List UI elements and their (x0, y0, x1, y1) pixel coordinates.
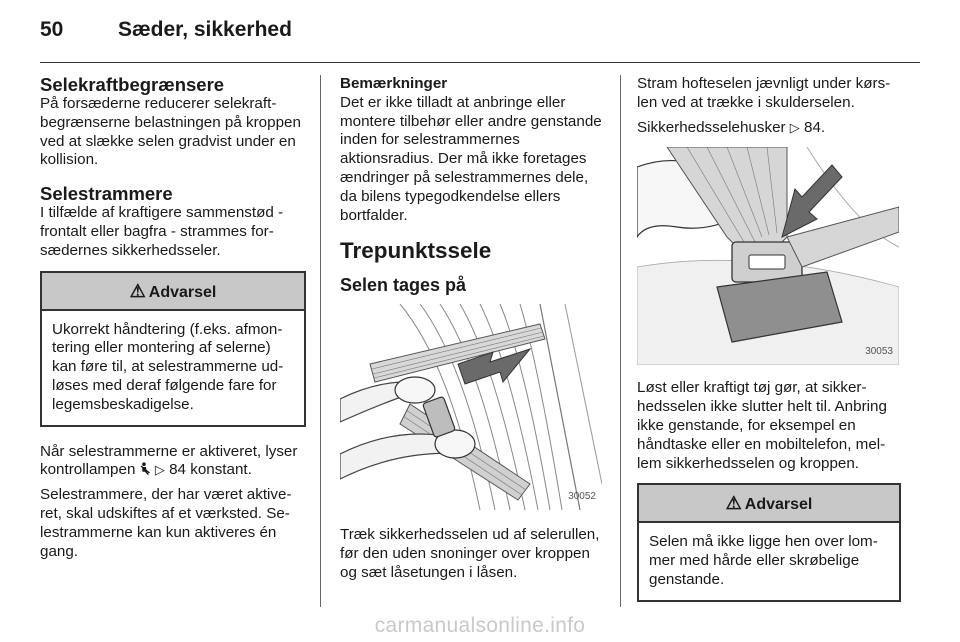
warning-triangle-icon: ⚠ (129, 280, 146, 301)
figure-number: 30052 (568, 490, 596, 502)
warning-header (42, 273, 304, 311)
header-rule (40, 62, 920, 63)
figure-tightening-belt (637, 147, 899, 365)
paragraph-tighten: Stram hofteselen jævnligt under kørslen ved at trække i skulderselen. (637, 75, 891, 111)
paragraph-reminder: Sikkerhedsselehusker ▷ 84. (637, 118, 826, 136)
column-right (637, 75, 901, 618)
paragraph-pull-belt: Træk sikkerhedsselen ud af selerullen, før den uden snoninger over kroppen og sæt låsetungen i låsen. (340, 526, 600, 581)
column-divider (620, 75, 621, 607)
paragraph-pretensioner: I tilfælde af kraftigere sammenstød - frontalt eller bagfra - strammes forsædernes sikkerhedsseler. (40, 204, 284, 259)
notes-text: Det er ikke tilladt at anbringe eller montere tilbehør eller andre genstande inden for selestrammernes aktionsradius. Der må ikke foretages ændringer på selestrammernes dele, da bilens typegodkendelse ellers bortfalder. (340, 93, 602, 224)
paragraph-limiter: På forsæderne reducerer selekraftbegrænserne belastningen på kroppen ved at slække selen gradvist under en kollision. (40, 95, 301, 169)
warning-box (40, 271, 306, 427)
column-divider (320, 75, 321, 607)
heading-three-point-belt: Trepunktssele (340, 238, 492, 264)
column-middle (340, 75, 605, 589)
seatbelt-illustration (340, 304, 602, 510)
lap-belt-illustration (637, 147, 899, 365)
warning-title: Advarsel (148, 283, 217, 301)
paragraph-replacement: Selestrammere, der har været aktiveret, skal udskiftes af et værksted. Selestrammerne kan kun aktiveres én gang. (40, 486, 292, 560)
heading-putting-on: Selen tages på (340, 275, 467, 296)
seatbelt-lamp-icon (140, 461, 151, 478)
page-reference[interactable]: 84. (804, 118, 826, 136)
page-reference-arrow-icon: ▷ (154, 462, 165, 478)
page-reference-arrow-icon: ▷ (789, 119, 800, 135)
page-header (40, 12, 920, 52)
page-number: 50 (40, 18, 64, 41)
warning-text: Ukorrekt håndtering (f.eks. afmontering eller montering af selerne) kan føre til, at selestrammerne udløses med deraf følgende fare for legemsbeskadigelse. (52, 320, 284, 413)
page-reference[interactable]: 84 (169, 461, 186, 479)
warning-title: Advarsel (744, 496, 813, 514)
warning-triangle-icon: ⚠ (725, 493, 742, 514)
page-title: Sæder, sikkerhed (118, 18, 292, 41)
figure-fastening-belt (340, 304, 602, 510)
warning-text: Selen må ikke ligge hen over lommer med hårde eller skrøbelige genstande. (649, 533, 878, 588)
warning-box (637, 483, 901, 601)
heading-limiter: Selekraftbegrænsere (40, 74, 225, 95)
figure-number: 30053 (865, 345, 893, 357)
warning-header (639, 485, 899, 523)
column-left (40, 75, 306, 567)
heading-pretensioner: Selestrammere (40, 183, 173, 205)
notes-title: Bemærkninger (340, 75, 448, 92)
paragraph-control-lamp: Når selestrammerne er aktiveret, lyser kontrollampen ▷ 84 konstant. (40, 442, 298, 479)
paragraph-loose-clothing: Løst eller kraftigt tøj gør, at sikkerhedsselen ikke slutter helt til. Anbring ikke genstande, for eksempel en håndtaske eller en mobiltelefon, mellem sikkerhedsselen og kroppen. (637, 379, 887, 472)
watermark: carmanualsonline.info (374, 614, 586, 637)
